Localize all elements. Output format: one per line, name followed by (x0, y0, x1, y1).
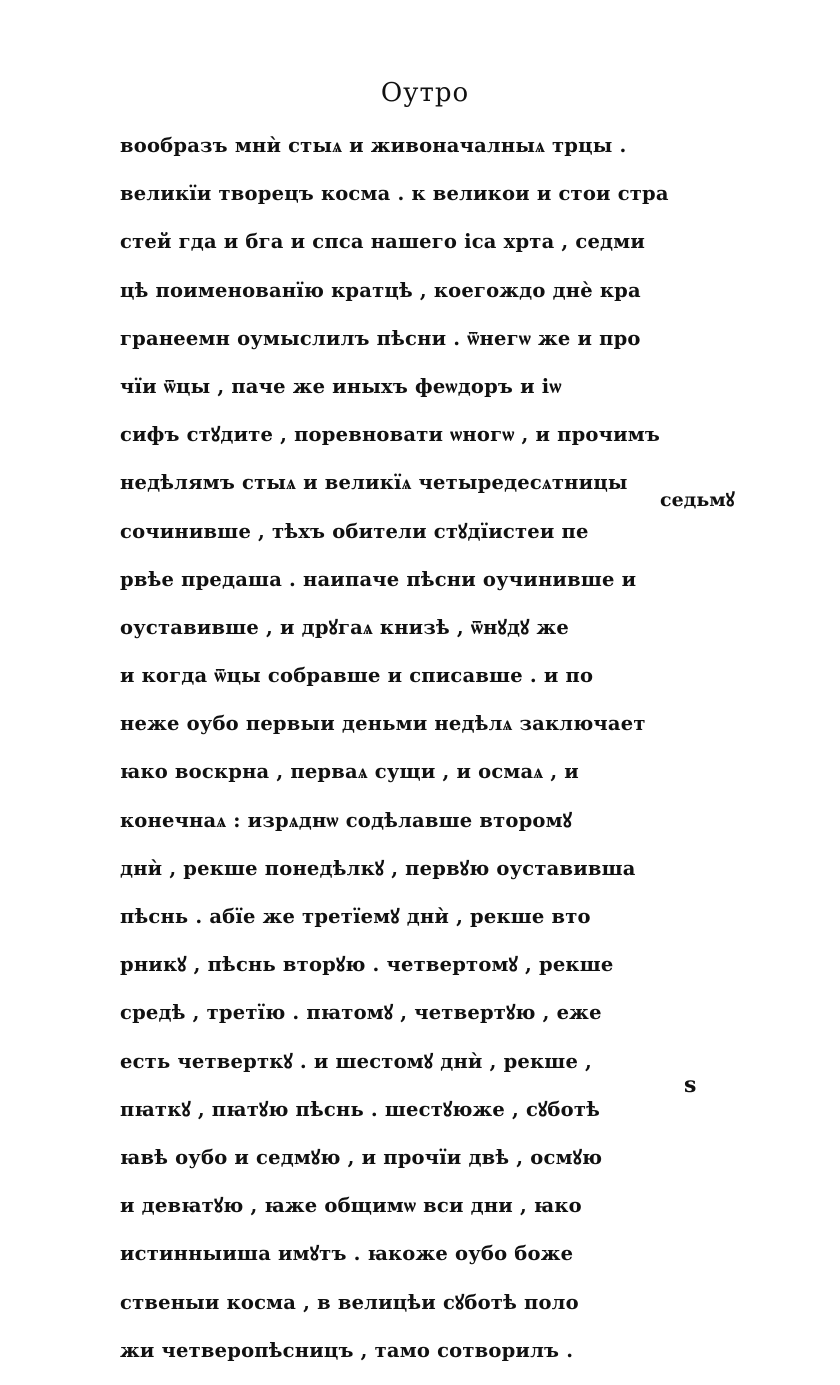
folio-number: ѕ (684, 1072, 697, 1098)
text-line: сочинивше , тѣхъ обители стꙋдїистеи пе (120, 519, 589, 543)
text-line: пѣснь . абїе же третїемꙋ днѝ , рекше вто (120, 905, 591, 928)
text-line: сифъ стꙋдите , поревновати ѡногѡ , и прочимъ (120, 423, 661, 447)
text-line: рвѣе предаша . наипаче пѣсни оучинивше и (120, 567, 637, 591)
text-line: недѣлямъ стыѧ и великїѧ четыредесѧтницы (120, 471, 628, 495)
text-block (120, 132, 669, 1385)
text-line: истинныиша имꙋтъ . ꙗкоже оубо боже (120, 1242, 574, 1266)
running-title: Оутро (380, 78, 470, 108)
text-line: цѣ поименованїю кратцѣ , коегождо днѐ кра (120, 278, 641, 302)
text-line: есть четверткꙋ . и шестомꙋ днѝ , рекше , (120, 1049, 593, 1073)
text-line: чїи ѿцы , паче же иныхъ феѡдоръ и іѡ (120, 374, 562, 398)
margin-note: седьмꙋ (660, 489, 735, 511)
text-line: стей гда и бга и спса нашего іса хрта , седми (120, 230, 646, 254)
text-line: ꙗко воскрна , перваѧ сущи , и осмаѧ , и (120, 760, 579, 784)
text-line: средѣ , третїю . пꙗтомꙋ , четвертꙋю , еже (120, 1001, 602, 1025)
text-line: вообразъ мнѝ стыѧ и живоначалныѧ трцы . (120, 134, 627, 157)
text-line: жи четверопѣсницъ , тамо сотворилъ . (120, 1338, 574, 1362)
text-line: великїи творецъ косма . к великои и стои стра (120, 182, 669, 206)
text-line: неже оубо первыи деньми недѣлѧ заключает (120, 712, 646, 736)
text-line: оуставивше , и дрꙋгаѧ книзѣ , ѿнꙋдꙋ же (120, 615, 569, 639)
text-line: ꙗвѣ оубо и седмꙋю , и прочїи двѣ , осмꙋю (120, 1145, 603, 1169)
text-line: пꙗткꙋ , пꙗтꙋю пѣснь . шестꙋюже , сꙋботѣ (120, 1097, 601, 1121)
text-line: днѝ , рекше понедѣлкꙋ , первꙋю оуставивша (120, 856, 636, 880)
text-line: гранеемн оумыслилъ пѣсни . ѿнегѡ же и про (120, 326, 641, 350)
page-header (0, 78, 840, 108)
text-line: и девꙗтꙋю , ꙗже общимѡ вси дни , ꙗко (120, 1194, 582, 1218)
text-line: конечнаѧ : изрѧднѡ содѣлавше второмꙋ (120, 808, 573, 832)
text-line: и когда ѿцы собравше и списавше . и по (120, 664, 594, 688)
text-line: рникꙋ , пѣснь вторꙋю . четвертомꙋ , рекше (120, 953, 614, 977)
text-line: ственыи косма , в велицѣи сꙋботѣ поло (120, 1290, 579, 1314)
